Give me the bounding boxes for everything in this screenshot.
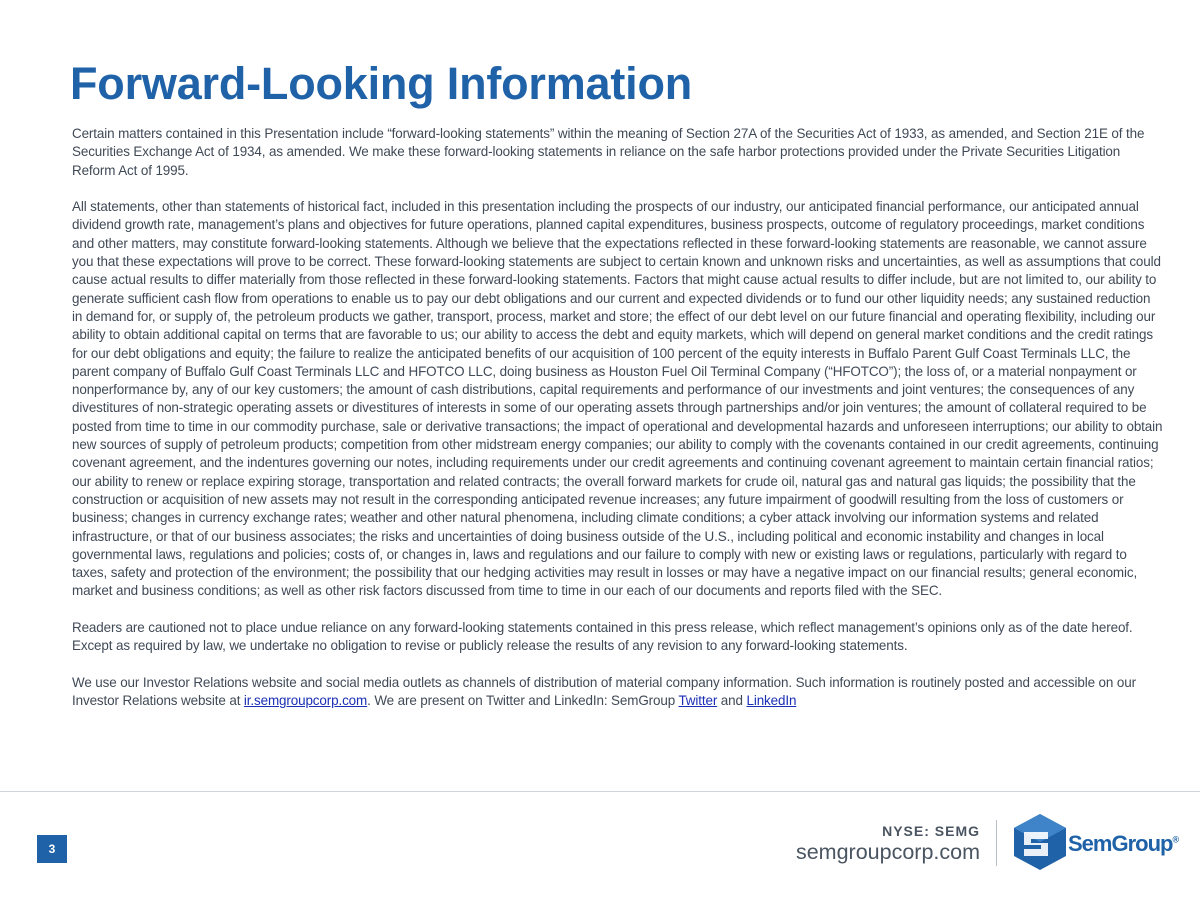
- ir-text-1: We use our Investor Relations website and social media outlets as channels of distribution of material company information. Such information is routinely posted and accessible on our Investor Relations website at: [72, 674, 1136, 709]
- footer-divider: [0, 791, 1200, 792]
- logo-text: SemGroup: [1068, 831, 1173, 856]
- paragraph-risk-factors: All statements, other than statements of historical fact, included in this presentation including the prospects of our industry, our anticipated financial performance, our anticipated annual dividend growth rate, management’s plans and objectives for future operations, planned capital expenditures, business prospects, outcome of regulatory proceedings, market conditions and other matters, may constitute forward-looking statements. Although we believe that the expectations reflected in these forward-looking statements are reasonable, we cannot assure you that these expectations will prove to be correct. These forward-looking statements are subject to certain known and unknown risks and uncertainties, as well as assumptions that could cause actual results to differ materially from those reflected in these forward-looking statements. Factors that might cause actual results to differ include, but are not limited to, our ability to generate sufficient cash flow from operations to enable us to pay our debt obligations and our current and expected dividends or to fund our other liquidity needs; any sustained reduction in demand for, or supply of, the petroleum products we gather, transport, process, market and store; the effect of our debt level on our future financial and operating flexibility, including our ability to obtain additional capital on terms that are favorable to us; our ability to access the debt and equity markets, which will depend on general market conditions and the credit ratings for our debt obligations and equity; the failure to realize the anticipated benefits of our acquisition of 100 percent of the equity interests in Buffalo Parent Gulf Coast Terminals LLC, the parent company of Buffalo Gulf Coast Terminals LLC and HFOTCO LLC, doing business as Houston Fuel Oil Terminal Company (“HFOTCO”); the loss of, or a material nonpayment or nonperformance by, any of our key customers; the amount of cash distributions, capital requirements and performance of our investments and joint ventures; the consequences of any divestitures of non-strategic operating assets or divestitures of interests in some of our operating assets through partnerships and/or join ventures; the amount of collateral required to be posted from time to time in our commodity purchase, sale or derivative transactions; the impact of operational and developmental hazards and unforeseen interruptions; our ability to obtain new sources of supply of petroleum products; competition from other midstream energy companies; our ability to comply with the covenants contained in our credit agreements, continuing covenant agreement, and the indentures governing our notes, including requirements under our credit agreements and continuing covenant agreement to maintain certain financial ratios; our ability to renew or replace expiring storage, transportation and related contracts; the overall forward markets for crude oil, natural gas and natural gas liquids; the possibility that the construction or acquisition of new assets may not result in the corresponding anticipated revenue increases; any future impairment of goodwill resulting from the loss of customers or business; changes in currency exchange rates; weather and other natural phenomena, including climate conditions; a cyber attack involving our information systems and related infrastructure, or that of our business associates; the risks and uncertainties of doing business outside of the U.S., including political and economic instability and changes in local governmental laws, regulations and policies; costs of, or changes in, laws and regulations and our failure to comply with new or existing laws or regulations, particularly with regard to taxes, safety and protection of the environment; the possibility that our hedging activities may result in losses or may have a negative impact on our financial results; general economic, market and business conditions; as well as other risk factors discussed from time to time in our each of our documents and reports filed with the SEC.: [72, 199, 1163, 599]
- twitter-link[interactable]: Twitter: [678, 693, 718, 709]
- ir-text-2: . We are present on Twitter and LinkedIn: SemGroup: [367, 693, 679, 709]
- ir-text-3: and: [717, 693, 747, 709]
- company-website: semgroupcorp.com: [795, 840, 980, 864]
- semgroup-logo-wordmark: [1068, 831, 1179, 857]
- disclaimer-body: [72, 125, 1164, 729]
- paragraph-safe-harbor: Certain matters contained in this Presentation include “forward-looking statements” within the meaning of Section 27A of the Securities Act of 1933, as amended, and Section 21E of the Securities Exchange Act of 1934, as amended. We make these forward-looking statements in reliance on the safe harbor protections provided under the Private Securities Litigation Reform Act of 1995.: [72, 126, 1145, 178]
- ir-website-link[interactable]: ir.semgroupcorp.com: [243, 693, 368, 709]
- page-number-badge: 3: [37, 835, 67, 863]
- paragraph-investor-relations: [72, 674, 1164, 711]
- stock-ticker: NYSE: SEMG: [882, 823, 980, 839]
- paragraph-caution: Readers are cautioned not to place undue reliance on any forward-looking statements contained in this press release, which reflect management’s opinions only as of the date hereof. Except as required by law, we undertake no obligation to revise or publicly release the results of any revision to any forward-looking statements.: [72, 620, 1133, 654]
- page-title: Forward-Looking Information: [70, 58, 693, 109]
- footer-logo-divider: [996, 820, 997, 866]
- linkedin-link[interactable]: LinkedIn: [746, 693, 797, 709]
- semgroup-logo-icon: [1010, 812, 1070, 872]
- registered-mark: ®: [1172, 834, 1180, 845]
